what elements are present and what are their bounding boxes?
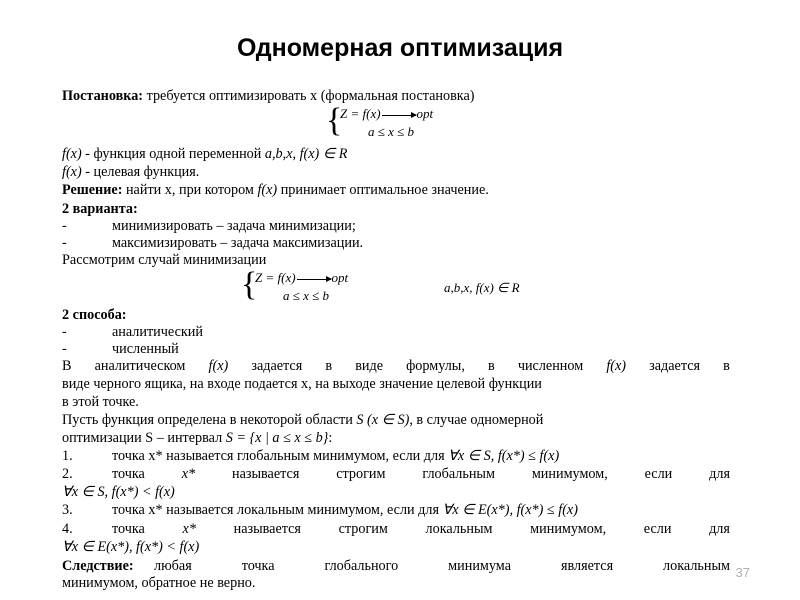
word: глобального	[324, 558, 399, 574]
paragraph-line	[62, 412, 543, 428]
target-function-line	[62, 164, 199, 180]
word: строгим	[336, 466, 386, 482]
bullet-dash: -	[62, 341, 67, 357]
bullet-dash: -	[62, 324, 67, 340]
variant-text: максимизировать – задача максимизации.	[112, 235, 364, 251]
item-number: 4.	[62, 521, 73, 537]
corollary-line	[62, 558, 730, 574]
system-brace: {	[241, 266, 258, 303]
word: задается	[251, 358, 303, 374]
definition-text: точка x* называется локальным минимумом, если для	[112, 502, 443, 518]
function-def-text: - функция одной переменной	[81, 146, 265, 162]
solution-line	[62, 182, 489, 198]
item-number: 3.	[62, 502, 73, 518]
paragraph-text: Пусть функция определена в некоторой области	[62, 412, 357, 428]
word: минимумом,	[530, 521, 607, 537]
interval-formula: S = {x | a ≤ x ≤ b}	[225, 430, 329, 446]
paragraph-text: :	[328, 430, 333, 446]
minimization-case-line: Рассмотрим случай минимизации	[62, 252, 267, 268]
word: в	[723, 358, 730, 374]
variant-text: минимизировать – задача минимизации;	[112, 218, 356, 234]
word: минимума	[448, 558, 511, 574]
word: любая	[154, 558, 192, 574]
word: численном	[517, 358, 584, 374]
word: виде	[355, 358, 383, 374]
condition-formula: ∀x ∈ S, f(x*) ≤ f(x)	[448, 448, 560, 464]
fx-symbol: f(x)	[62, 164, 82, 180]
paragraph-line: в этой точке.	[62, 394, 139, 410]
solution-text-a: найти x, при котором	[122, 182, 258, 198]
word: строгим	[338, 521, 388, 537]
system-opt: opt	[416, 106, 434, 121]
word: является	[560, 558, 614, 574]
word: для	[709, 521, 730, 537]
system-brace: {	[326, 102, 343, 139]
word: глобальным	[422, 466, 495, 482]
fx-symbol: f(x)	[257, 182, 278, 198]
formal-system-2	[241, 266, 385, 306]
word: в	[488, 358, 495, 374]
word: аналитическом	[94, 358, 186, 374]
paragraph-line	[62, 430, 332, 446]
system-constraint: a ≤ x ≤ b	[368, 124, 415, 139]
definition-text: точка x* называется глобальным минимумом, если для	[112, 448, 449, 464]
word: точка	[241, 558, 275, 574]
word: задается	[649, 358, 701, 374]
word: локальным	[425, 521, 493, 537]
word: формулы,	[406, 358, 465, 374]
word: если	[643, 521, 672, 537]
system-objective: Z = f(x)	[255, 270, 296, 285]
word: f(x)	[606, 358, 627, 374]
function-def-line	[62, 146, 347, 162]
definition-item	[62, 466, 730, 482]
formal-system-1	[326, 102, 470, 142]
paragraph-line	[62, 358, 730, 374]
variants-heading: 2 варианта:	[62, 201, 138, 217]
system-constraint: a ≤ x ≤ b	[283, 288, 330, 303]
word: точка	[112, 521, 145, 537]
region-symbol: S (x ∈ S)	[356, 412, 410, 428]
method-text: аналитический	[112, 324, 203, 340]
corollary-line: минимумом, обратное не верно.	[62, 575, 256, 591]
paragraph-text: оптимизации S – интервал	[62, 430, 226, 446]
word: В	[62, 358, 72, 374]
word: если	[644, 466, 673, 482]
condition-formula: ∀x ∈ S, f(x*) < f(x)	[62, 484, 175, 500]
word: локальным	[663, 558, 730, 574]
bullet-dash: -	[62, 235, 67, 251]
domain-set: a,b,x, f(x) ∈ R	[264, 146, 348, 162]
word: для	[709, 466, 730, 482]
paragraph-text: , в случае одномерной	[409, 412, 544, 428]
variant-item	[62, 235, 363, 251]
system-opt: opt	[331, 270, 349, 285]
target-function-text: - целевая функция.	[81, 164, 200, 180]
word: x*	[181, 466, 196, 482]
definition-text	[112, 466, 730, 482]
word: точка	[112, 466, 145, 482]
method-item	[62, 341, 179, 357]
definition-item	[62, 521, 730, 537]
statement-label: Постановка:	[62, 88, 144, 104]
definition-item	[62, 502, 578, 518]
fx-symbol: f(x)	[62, 146, 82, 162]
method-text: численный	[112, 341, 179, 357]
condition-formula: ∀x ∈ E(x*), f(x*) < f(x)	[62, 539, 200, 555]
solution-label: Решение:	[62, 182, 123, 198]
page-number: 37	[735, 565, 750, 580]
solution-text-b: принимает оптимальное значение.	[277, 182, 489, 198]
arrow-icon	[297, 279, 331, 280]
item-number: 2.	[62, 466, 73, 482]
item-number: 1.	[62, 448, 73, 464]
definition-item	[62, 448, 559, 464]
condition-formula: ∀x ∈ E(x*), f(x*) ≤ f(x)	[442, 502, 578, 518]
word: минимумом,	[531, 466, 608, 482]
corollary-text	[154, 558, 730, 574]
system-objective: Z = f(x)	[340, 106, 381, 121]
word: называется	[232, 466, 300, 482]
word: называется	[233, 521, 301, 537]
bullet-dash: -	[62, 218, 67, 234]
statement-text: требуется оптимизировать x (формальная постановка)	[143, 88, 475, 104]
word: x*	[182, 521, 196, 537]
statement-line	[62, 88, 475, 104]
word: f(x)	[208, 358, 229, 374]
arrow-icon	[382, 115, 416, 116]
method-item	[62, 324, 203, 340]
definition-text	[112, 521, 730, 537]
slide-title: Одномерная оптимизация	[236, 34, 564, 62]
paragraph-line: виде черного ящика, на входе подается x, на выходе значение целевой функции	[62, 376, 542, 392]
corollary-label: Следствие:	[62, 558, 134, 574]
word: в	[325, 358, 333, 374]
domain-set: a,b,x, f(x) ∈ R	[444, 280, 520, 295]
variant-item	[62, 218, 356, 234]
methods-heading: 2 способа:	[62, 307, 127, 323]
